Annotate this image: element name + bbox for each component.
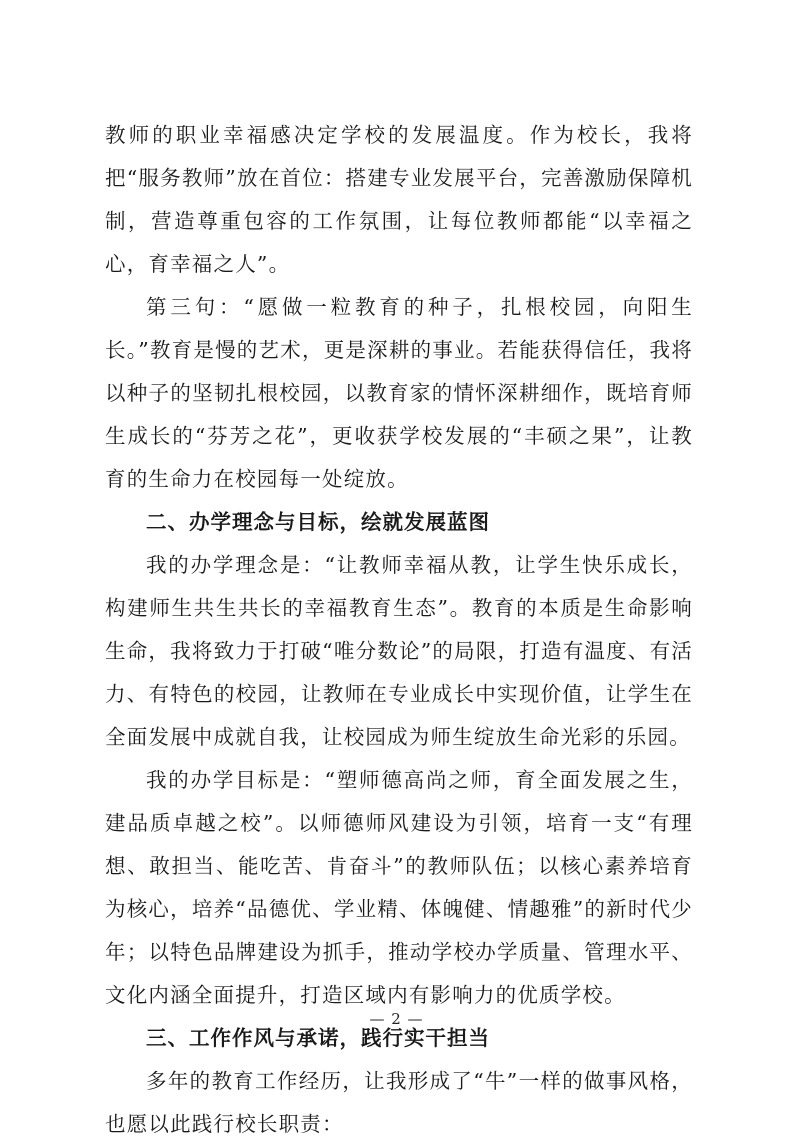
section-heading-3: 三、工作作风与承诺，践行实干担当 bbox=[146, 1026, 490, 1050]
paragraph-continued: 教师的职业幸福感决定学校的发展温度。作为校长，我将把“服务教师”放在首位：搭建专业发展平台，完善激励保障机制，营造尊重包容的工作氛围，让每位教师都能“以幸福之心，育幸福之人”。 bbox=[105, 123, 693, 276]
paragraph-goals: 我的办学目标是：“塑师德高尚之师，育全面发展之生，建品质卓越之校”。以师德师风建设为引领，培育一支“有理想、敢担当、能吃苦、肯奋斗”的教师队伍；以核心素养培育为核心，培养“品德优、学业精、体魄健、情趣雅”的新时代少年；以特色品牌建设为抓手，推动学校办学质量、管理水平、文化内涵全面提升，打造区域内有影响力的优质学校。 bbox=[105, 768, 693, 1007]
paragraph-work-style: 多年的教育工作经历，让我形成了“牛”一样的做事风格，也愿以此践行校长职责： bbox=[105, 1069, 693, 1136]
document-body bbox=[105, 114, 693, 1146]
section-heading-2: 二、办学理念与目标，绘就发展蓝图 bbox=[146, 510, 490, 534]
paragraph-third-sentence: 第三句：“愿做一粒教育的种子，扎根校园，向阳生长。”教育是慢的艺术，更是深耕的事业。若能获得信任，我将以种子的坚韧扎根校园，以教育家的情怀深耕细作，既培育师生成长的“芬芳之花”，更收获学校发展的“丰硕之果”，让教育的生命力在校园每一处绽放。 bbox=[105, 295, 693, 491]
paragraph-philosophy: 我的办学理念是：“让教师幸福从教，让学生快乐成长，构建师生共生共长的幸福教育生态”。教育的本质是生命影响生命，我将致力于打破“唯分数论”的局限，打造有温度、有活力、有特色的校园，让教师在专业成长中实现价值，让学生在全面发展中成就自我，让校园成为师生绽放生命光彩的乐园。 bbox=[105, 553, 693, 749]
page-number: — 2 — bbox=[369, 1010, 424, 1028]
